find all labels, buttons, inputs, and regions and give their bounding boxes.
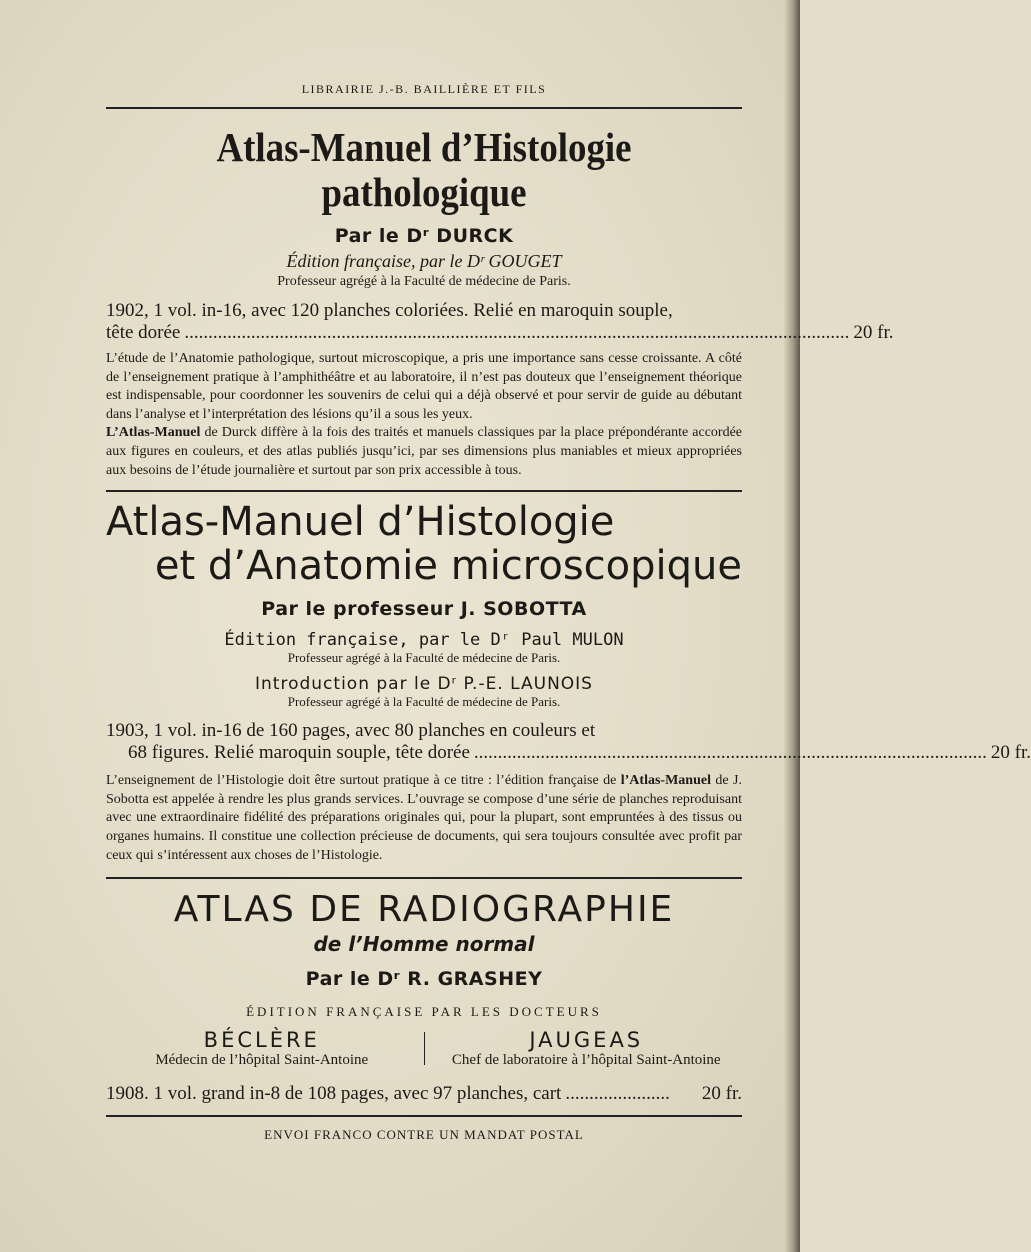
book2-description	[106, 772, 742, 865]
translator-right	[431, 1028, 743, 1069]
dot-leader: ............................................................................................................................................	[184, 322, 850, 344]
book2-title-line1: Atlas-Manuel d’Histologie	[106, 499, 615, 546]
book2-introduction: Introduction par le Dʳ P.-E. LAUNOIS	[255, 674, 593, 695]
book1-affiliation: Professeur agrégé à la Faculté de médecine de Paris.	[277, 274, 571, 290]
dot-leader: ......................	[565, 1083, 670, 1105]
translator-right-affiliation: Chef de laboratoire à l’hôpital Saint-Antoine	[451, 1052, 721, 1069]
book2-affiliation: Professeur agrégé à la Faculté de médecine de Paris.	[287, 650, 561, 666]
book2-description-text: de J. Sobotta est appelée à rendre les plus grands services. L’ouvrage se compose d’une série de planches reproduisant avec une extraordinaire fidélité des préparations originales qui, pour la plupart, sont empruntées à des tissus ou organes humains. Il constitue une collection précieuse de documents, qui sera toujours consultée avec profit par ceux qui s’intéressent aux choses de l’Histologie.	[106, 773, 742, 863]
book1-description-2-text: de Durck diffère à la fois des traités et manuels classiques par la place prépondérante accordée aux figures en couleurs, et des atlas publiés jusqu’ici, par ses dimensions plus maniables et mieux appropriées aux besoins de l’étude journalière et surtout par son prix accessible à tous.	[106, 425, 742, 478]
catalog-page	[106, 0, 1031, 1143]
book3-section	[106, 889, 742, 1105]
book2-description-lead: L’enseignement de l’Histologie doit être surtout pratique à ce titre : l’édition française de	[106, 773, 621, 789]
book3-title: ATLAS DE RADIOGRAPHIE	[173, 889, 675, 931]
book2-edition: Édition française, par le Dʳ Paul MULON	[224, 630, 624, 651]
book2-atlas-manuel-bold: l’Atlas-Manuel	[620, 773, 711, 789]
book1-edition: Édition française, par le Dʳ GOUGET	[286, 251, 562, 272]
book1-atlas-manuel-bold: L’Atlas-Manuel	[106, 425, 201, 441]
book1-section	[106, 124, 894, 480]
book3-publication: 1908. 1 vol. grand in-8 de 108 pages, avec 97 planches, cart	[106, 1083, 562, 1105]
book2-author: Par le professeur J. SOBOTTA	[261, 598, 587, 621]
book1-publication: 1902, 1 vol. in-16, avec 120 planches coloriées. Relié en maroquin souple,	[106, 300, 673, 322]
book2-price-line	[106, 742, 1031, 764]
book1-price: 20 fr.	[853, 322, 894, 344]
book2-title-line2: et d’Anatomie microscopique	[154, 543, 742, 590]
translators	[106, 1028, 742, 1069]
translator-left-name: BÉCLÈRE	[203, 1028, 320, 1053]
book3-subtitle: de l’Homme normal	[313, 932, 535, 957]
book1-description-2	[106, 424, 742, 480]
section-rule-1	[106, 490, 742, 492]
book3-edition: ÉDITION FRANÇAISE PAR LES DOCTEURS	[246, 1004, 602, 1020]
footer-note: ENVOI FRANCO CONTRE UN MANDAT POSTAL	[264, 1127, 584, 1143]
column-divider	[424, 1032, 425, 1065]
publisher-header: LIBRAIRIE J.-B. BAILLIÈRE ET FILS	[301, 82, 547, 96]
page-edge	[784, 0, 800, 1252]
footer-rule	[106, 1115, 742, 1117]
translator-left-affiliation: Médecin de l’hôpital Saint-Antoine	[155, 1052, 369, 1069]
section-rule-2	[106, 877, 742, 879]
book1-description-1: L’étude de l’Anatomie pathologique, surtout microscopique, a pris une importance sans cesse croissante. A côté de l’enseignement pratique à l’amphithéâtre et au laboratoire, il n’est pas douteux que l’enseignement théorique est indispensable, pour coordonner les souvenirs de celui qui a déjà observé et pour servir de guide au débutant dans l’analyse et l’interprétation des lésions qu’il a sous les yeux.	[106, 351, 742, 422]
book2-section	[106, 499, 1031, 865]
book2-publication: 1903, 1 vol. in-16 de 160 pages, avec 80 planches en couleurs et	[106, 720, 596, 742]
book3-author: Par le Dʳ R. GRASHEY	[305, 968, 543, 991]
book1-title: Atlas-Manuel d’Histologie pathologique	[216, 124, 632, 216]
book1-binding: tête dorée	[106, 322, 181, 344]
book2-intro-affiliation: Professeur agrégé à la Faculté de médecine de Paris.	[287, 694, 561, 710]
book1-price-line	[106, 322, 894, 344]
book3-price: 20 fr.	[701, 1083, 742, 1105]
dot-leader: ............................................................................................................	[473, 742, 987, 764]
book2-binding: 68 figures. Relié maroquin souple, tête dorée	[128, 742, 470, 764]
translator-left	[106, 1028, 418, 1069]
translator-right-name: JAUGEAS	[529, 1028, 644, 1053]
book3-price-line	[106, 1083, 742, 1105]
header-rule	[106, 107, 742, 109]
book1-author: Par le Dʳ DURCK	[334, 225, 514, 248]
book2-price: 20 fr.	[990, 742, 1031, 764]
